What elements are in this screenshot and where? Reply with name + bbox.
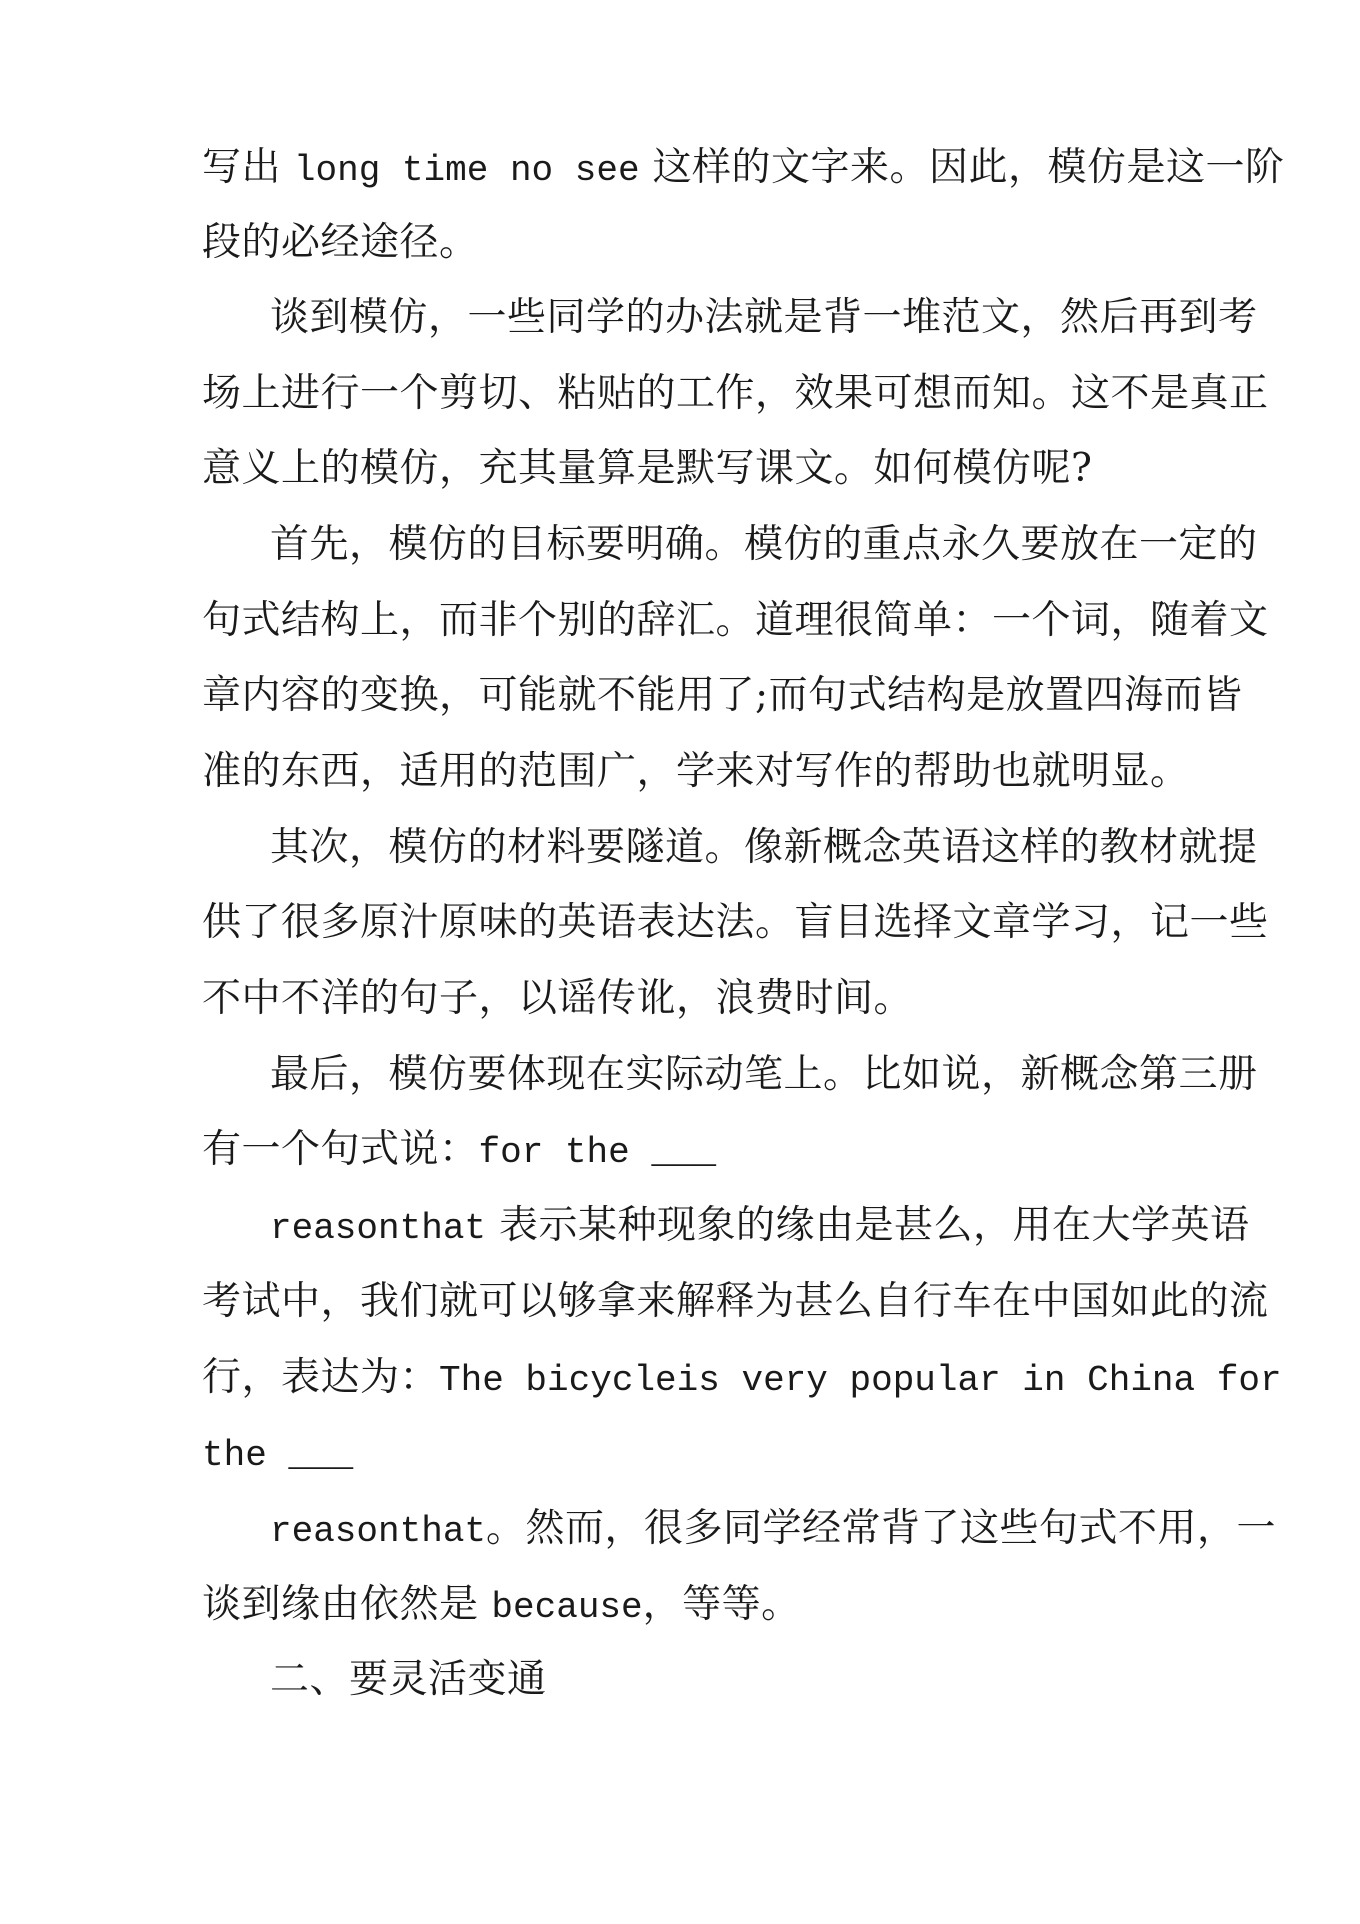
text-run: 有一个句式说： bbox=[202, 1127, 479, 1172]
text-line bbox=[202, 967, 913, 1031]
text-run: 场上进行一个剪切、粘贴的工作，效果可想而知。这不是真正 bbox=[202, 371, 1269, 416]
text-run: 二、要灵活变通 bbox=[270, 1657, 547, 1702]
latin-phrase: reasonthat bbox=[270, 1511, 487, 1552]
latin-phrase: The bicycleis very popular in China for bbox=[439, 1360, 1282, 1401]
text-run: 不中不洋的句子，以谣传讹，浪费时间。 bbox=[202, 976, 914, 1021]
text-run: 。然而，很多同学经常背了这些句式不用，一 bbox=[486, 1506, 1277, 1551]
text-line bbox=[270, 513, 1258, 577]
text-line bbox=[202, 664, 1243, 728]
text-run: 句式结构上，而非个别的辞汇。道理很简单：一个词，随着文 bbox=[202, 598, 1269, 643]
text-run: 供了很多原汁原味的英语表达法。盲目选择文章学习，记一些 bbox=[202, 900, 1269, 945]
text-run: 最后，模仿要体现在实际动笔上。比如说，新概念第三册 bbox=[270, 1052, 1258, 1097]
text-run: 谈到缘由依然是 bbox=[202, 1582, 492, 1627]
text-line bbox=[202, 740, 1190, 804]
text-line bbox=[270, 286, 1258, 350]
latin-phrase: reasonthat bbox=[270, 1208, 487, 1249]
text-line bbox=[202, 891, 1269, 955]
text-line bbox=[202, 1421, 353, 1485]
text-line bbox=[202, 589, 1269, 653]
latin-phrase: long time no see bbox=[293, 150, 640, 191]
text-run: 段的必经途径。 bbox=[202, 220, 479, 265]
text-line bbox=[270, 1043, 1258, 1107]
text-run: 行，表达为： bbox=[202, 1355, 440, 1400]
text-line bbox=[202, 362, 1269, 426]
latin-phrase: because bbox=[491, 1587, 643, 1628]
text-run: 这样的文字来。因此，模仿是这一阶 bbox=[639, 145, 1285, 190]
latin-phrase: for the ___ bbox=[478, 1132, 717, 1173]
text-line bbox=[202, 136, 1284, 200]
text-line bbox=[270, 1194, 1249, 1258]
text-run: 谈到模仿，一些同学的办法就是背一堆范文，然后再到考 bbox=[270, 295, 1258, 340]
text-line bbox=[202, 1118, 716, 1182]
text-run: ，等等。 bbox=[642, 1582, 801, 1627]
text-line bbox=[202, 211, 479, 275]
text-line bbox=[202, 1270, 1269, 1334]
text-run: 准的东西，适用的范围广，学来对写作的帮助也就明显。 bbox=[202, 749, 1190, 794]
text-line bbox=[202, 437, 1092, 501]
latin-phrase: the ___ bbox=[202, 1435, 354, 1476]
text-run: 章内容的变换，可能就不能用了;而句式结构是放置四海而皆 bbox=[202, 673, 1243, 718]
text-line bbox=[202, 1573, 801, 1637]
text-run: 表示某种现象的缘由是甚么，用在大学英语 bbox=[486, 1203, 1250, 1248]
text-line bbox=[270, 816, 1258, 880]
text-line bbox=[270, 1497, 1276, 1561]
section-heading bbox=[270, 1648, 547, 1712]
text-run: 首先，模仿的目标要明确。模仿的重点永久要放在一定的 bbox=[270, 522, 1258, 567]
text-run: 写出 bbox=[202, 145, 294, 190]
text-run: 意义上的模仿，充其量算是默写课文。如何模仿呢? bbox=[202, 446, 1093, 491]
text-line bbox=[202, 1346, 1282, 1410]
text-run: 其次，模仿的材料要隧道。像新概念英语这样的教材就提 bbox=[270, 825, 1258, 870]
text-run: 考试中，我们就可以够拿来解释为甚么自行车在中国如此的流 bbox=[202, 1279, 1269, 1324]
